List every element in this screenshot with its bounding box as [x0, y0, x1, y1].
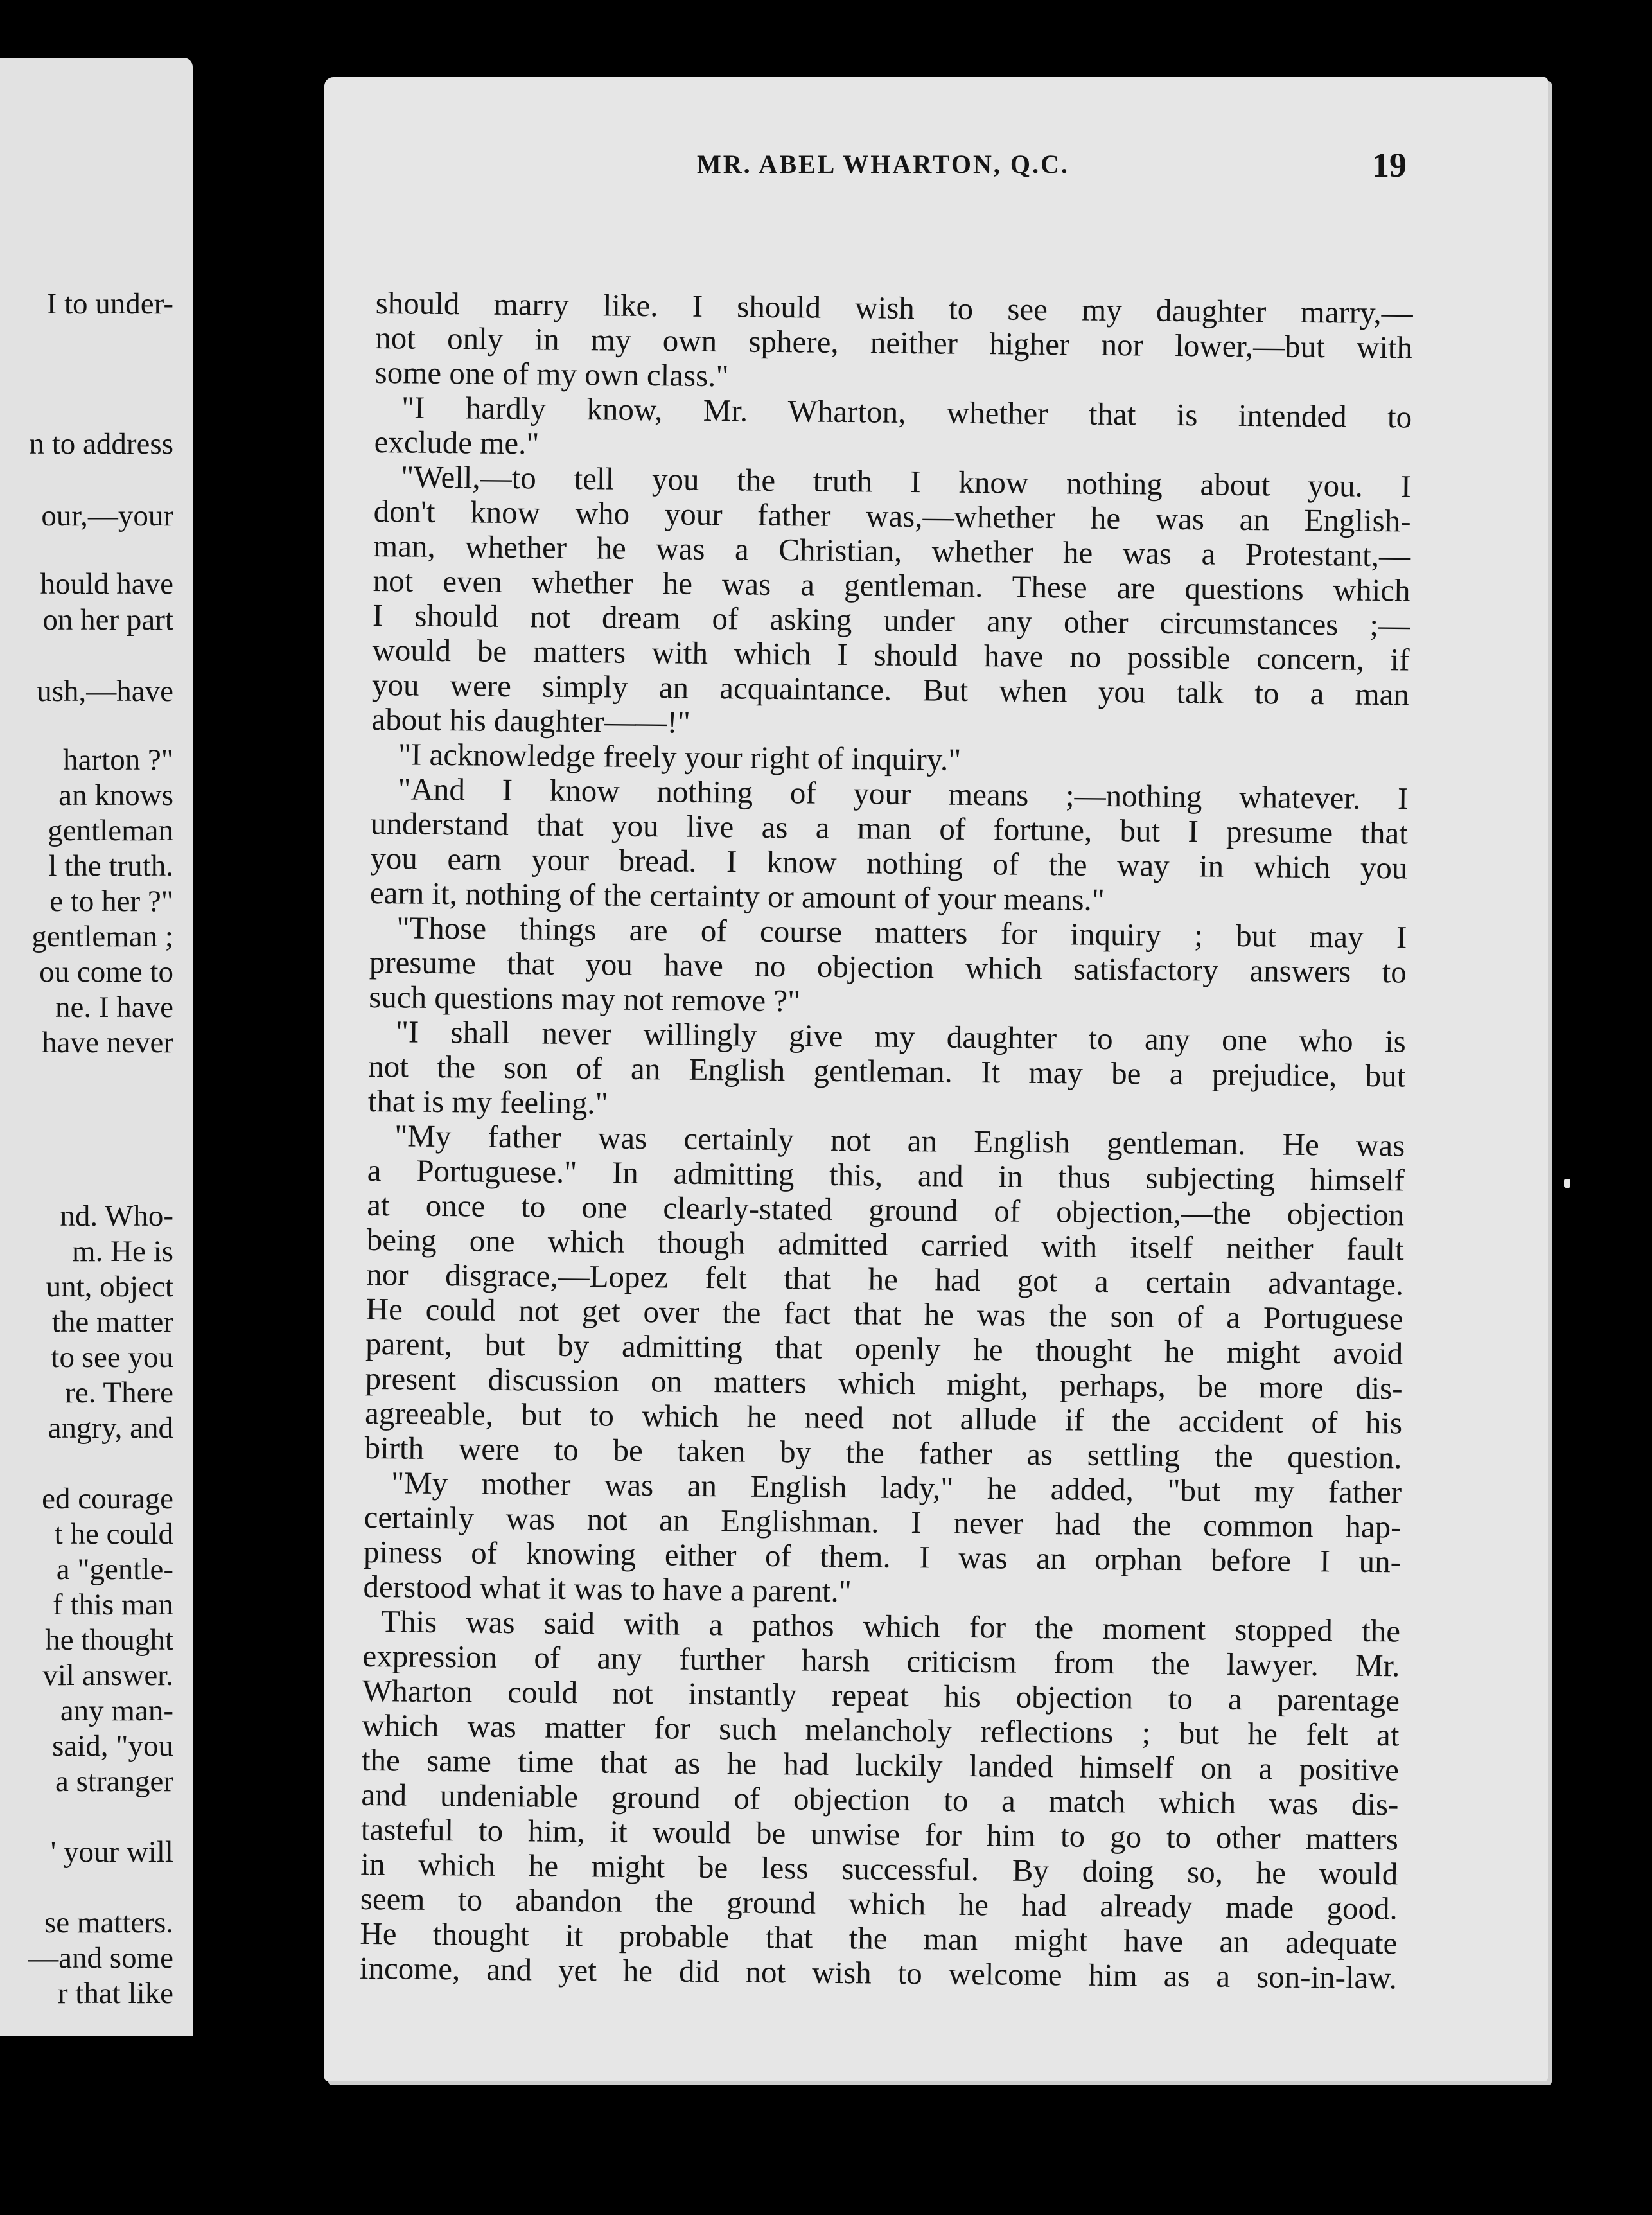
text-line: exclude me.": [374, 423, 540, 461]
text-line: a "gentle-: [56, 1553, 173, 1586]
text-line: not the son of an English gentleman. It may be a prejudice, but: [368, 1048, 1406, 1094]
text-line: expression of any further harsh criticism from the lawyer. Mr.: [362, 1637, 1400, 1684]
text-line: certainly was not an Englishman. I never had the common hap-: [364, 1499, 1402, 1545]
text-line: would be matters with which I should have no possible concern, if: [372, 631, 1410, 678]
text-line: the same time that as he had luckily landed himself on a positive: [361, 1742, 1400, 1788]
text-line: any man-: [60, 1694, 173, 1727]
text-line: se matters.: [44, 1906, 173, 1939]
text-line: n to address: [29, 427, 173, 461]
scan-speck: [1564, 1179, 1570, 1188]
text-line: nd. Who-: [60, 1199, 173, 1233]
text-line: an knows: [58, 779, 173, 812]
text-line: He could not get over the fact that he was the son of a Portuguese: [365, 1291, 1403, 1337]
text-line: and undeniable ground of objection to a match which was dis-: [361, 1776, 1399, 1822]
text-line: understand that you live as a man of fortune, but I presume that: [370, 805, 1409, 851]
text-line: ' your will: [50, 1835, 173, 1869]
text-line: he thought: [45, 1623, 173, 1657]
text-line: "And I know nothing of your means ;—nothing whatever. I: [398, 771, 1409, 816]
text-line: such questions may not remove ?": [369, 978, 801, 1019]
text-line: piness of knowing either of them. I was an orphan before I un-: [363, 1533, 1402, 1580]
text-line: unt, object: [46, 1270, 173, 1303]
text-line: gentleman ;: [31, 920, 173, 953]
text-line: ed courage: [42, 1482, 173, 1515]
text-line: some one of my own class.": [374, 354, 729, 394]
text-line: "Well,—to tell you the truth I know nothing about you. I: [400, 459, 1412, 504]
text-line: r that like: [57, 1977, 173, 2010]
text-line: the matter: [51, 1305, 173, 1339]
text-line: that is my feeling.": [367, 1082, 608, 1121]
text-line: ou come to: [39, 955, 173, 989]
page-number: 19: [1372, 146, 1407, 184]
text-line: vil answer.: [42, 1659, 173, 1692]
text-line: This was said with a pathos which for the moment stopped the: [380, 1603, 1401, 1649]
text-line: not only in my own sphere, neither higher nor lower,—but with: [374, 319, 1413, 366]
text-line: in which he might be less successful. By doing so, he would: [360, 1846, 1398, 1892]
text-line: not even whether he was a gentleman. These are questions which: [373, 562, 1410, 608]
running-title: MR. ABEL WHARTON, Q.C.: [697, 150, 1069, 179]
text-line: you were simply an acquaintance. But when you talk to a man: [371, 666, 1410, 712]
text-line: our,—your: [41, 499, 173, 533]
text-line: at once to one clearly-stated ground of objection,—the objection: [367, 1187, 1405, 1233]
text-line: harton ?": [63, 743, 173, 777]
text-line: presume that you have no objection which satisfactory answers to: [369, 944, 1407, 990]
text-line: ne. I have: [55, 991, 173, 1024]
text-line: ush,—have: [37, 675, 173, 708]
page-body-text: [360, 286, 1413, 1995]
text-line: a stranger: [55, 1765, 173, 1798]
text-line: parent, but by admitting that openly he thought he might avoid: [365, 1325, 1403, 1372]
text-line: nor disgrace,—Lopez felt that he had got a certain advantage.: [365, 1256, 1404, 1302]
text-line: present discussion on matters which might, perhaps, be more dis-: [365, 1360, 1403, 1406]
text-line: I to under-: [46, 287, 173, 321]
text-line: "I acknowledge freely your right of inquiry.": [398, 736, 962, 777]
text-line: He thought it probable that the man might have an adequate: [360, 1915, 1398, 1961]
running-header: [373, 146, 1407, 194]
text-line: "My father was certainly not an English gentleman. He was: [394, 1118, 1405, 1163]
text-line: t he could: [54, 1517, 173, 1551]
text-line: on her part: [42, 603, 173, 637]
text-line: said, "you: [52, 1729, 173, 1763]
text-line: you earn your bread. I know nothing of the way in which you: [370, 840, 1408, 886]
text-line: earn it, nothing of the certainty or amount of your means.": [369, 874, 1105, 917]
text-line: being one which though admitted carried with itself neither fault: [366, 1221, 1404, 1267]
text-line: "I hardly know, Mr. Wharton, whether that is intended to: [401, 389, 1412, 435]
text-line: l the truth.: [48, 849, 173, 883]
text-line: have never: [42, 1026, 173, 1059]
text-line: "Those things are of course matters for inquiry ; but may I: [396, 910, 1407, 955]
text-line: re. There: [65, 1376, 173, 1409]
text-line: man, whether he was a Christian, whether he was a Protestant,—: [373, 527, 1411, 574]
text-line: Wharton could not instantly repeat his objection to a parentage: [362, 1672, 1400, 1718]
text-line: seem to abandon the ground which he had already made good.: [360, 1880, 1398, 1927]
text-line: tasteful to him, it would be unwise for him to go to other matters: [360, 1811, 1399, 1857]
text-line: agreeable, but to which he need not allude if the accident of his: [364, 1395, 1403, 1441]
text-line: angry, and: [48, 1411, 173, 1445]
text-line: f this man: [53, 1588, 173, 1621]
text-line: a Portuguese." In admitting this, and in thus subjecting himself: [367, 1152, 1405, 1198]
text-line: derstood what it was to have a parent.": [363, 1568, 852, 1609]
text-line: I should not dream of asking under any other circumstances ;—: [372, 597, 1410, 643]
text-line: "I shall never willingly give my daughter to any one who is: [395, 1014, 1407, 1059]
text-line: "My mother was an English lady," he added, "but my father: [391, 1465, 1402, 1510]
text-line: which was matter for such melancholy reflections ; but he felt at: [362, 1707, 1400, 1753]
text-line: income, and yet he did not wish to welcome him as a son-in-law.: [359, 1950, 1398, 1996]
text-line: hould have: [40, 567, 173, 601]
text-line: don't know who your father was,—whether he was an English-: [373, 493, 1411, 539]
previous-page: [0, 58, 193, 2036]
text-line: gentleman: [48, 814, 173, 847]
text-line: about his daughter——!": [371, 701, 691, 740]
text-line: to see you: [51, 1341, 173, 1374]
text-line: should marry like. I should wish to see my daughter marry,—: [375, 285, 1413, 331]
text-line: m. He is: [72, 1235, 173, 1268]
text-line: —and some: [28, 1941, 173, 1975]
text-line: e to her ?": [49, 885, 173, 918]
text-line: birth were to be taken by the father as settling the question.: [364, 1429, 1402, 1476]
